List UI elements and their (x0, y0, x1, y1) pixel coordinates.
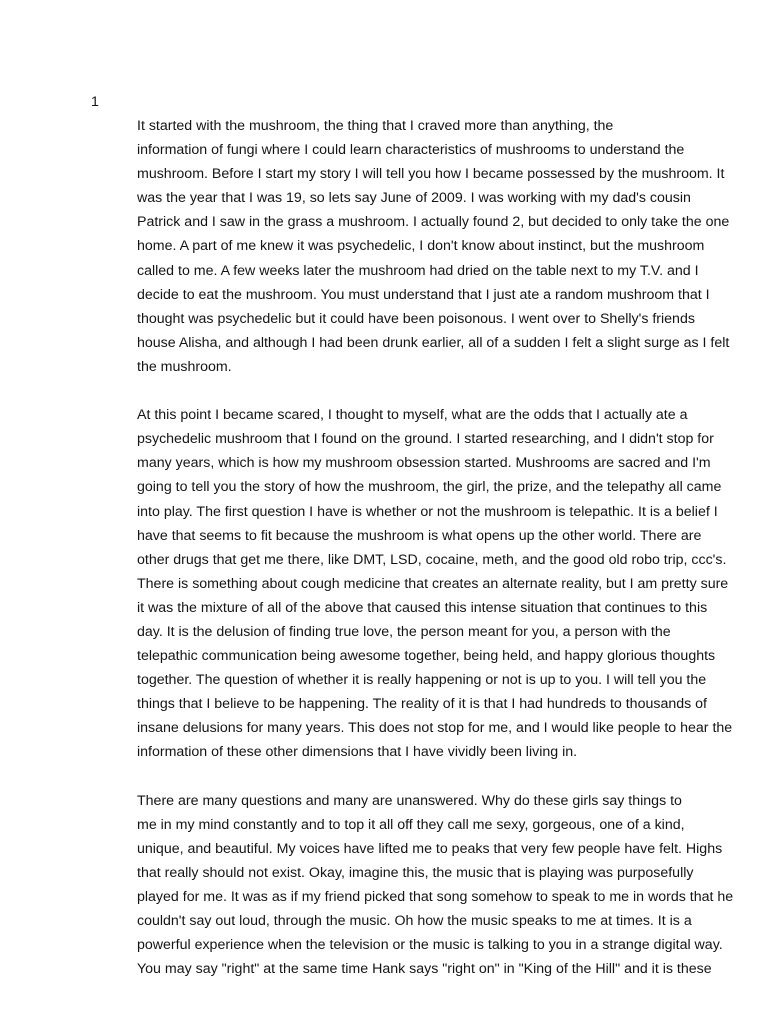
text-line: mushroom. Before I start my story I will tell you how I became possessed by the mushroom. It (137, 166, 725, 183)
text-line: There are many questions and many are unanswered. Why do these girls say things to (137, 792, 682, 809)
text-line: called to me. A few weeks later the mushroom had dried on the table next to my T.V. and I (137, 262, 699, 279)
text-line: things that I believe to be happening. The reality of it is that I had hundreds to thousands of (137, 696, 707, 713)
text-line: information of fungi where I could learn characteristics of mushrooms to understand the (137, 142, 685, 159)
text-line: decide to eat the mushroom. You must understand that I just ate a random mushroom that I (137, 286, 710, 303)
text-line: other drugs that get me there, like DMT, LSD, cocaine, meth, and the good old robo trip, ccc's. (137, 551, 727, 568)
text-line: together. The question of whether it is really happening or not is up to you. I will tell you the (137, 672, 707, 689)
paragraph-1 (91, 114, 730, 379)
text-line: home. A part of me knew it was psychedelic, I don't know about instinct, but the mushroom (137, 238, 705, 255)
text-line: have that seems to fit because the mushroom is what opens up the other world. There are (137, 527, 702, 544)
text-line: that really should not exist. Okay, imagine this, the music that is playing was purposefully (137, 864, 694, 881)
text-line: telepathic communication being awesome together, being held, and happy glorious thoughts (137, 648, 716, 665)
text-line: At this point I became scared, I thought to myself, what are the odds that I actually ate a (137, 407, 688, 424)
text-line: You may say "right" at the same time Hank says "right on" in "King of the Hill" and it is these (137, 961, 712, 978)
text-line: it was the mixture of all of the above that caused this intense situation that continues to this (137, 599, 708, 616)
text-line: thought was psychedelic but it could have been poisonous. I went over to Shelly's friends (137, 310, 695, 327)
text-line: was the year that I was 19, so lets say June of 2009. I was working with my dad's cousin (137, 190, 691, 207)
text-line: many years, which is how my mushroom obsession started. Mushrooms are sacred and I'm (137, 455, 711, 472)
text-line: couldn't say out loud, through the music. Oh how the music speaks to me at times. It is a (137, 913, 692, 930)
text-line: me in my mind constantly and to top it all off they call me sexy, gorgeous, one of a kind, (137, 816, 685, 833)
text-line: unique, and beautiful. My voices have lifted me to peaks that very few people have felt. Highs (137, 840, 723, 857)
paragraph-2 (91, 403, 733, 764)
text-line: the mushroom. (137, 358, 232, 375)
text-line: into play. The first question I have is whether or not the mushroom is telepathic. It is a belief I (137, 503, 718, 520)
text-line: It started with the mushroom, the thing that I craved more than anything, the (137, 118, 614, 134)
text-line: insane delusions for many years. This does not stop for me, and I would like people to hear the (137, 720, 733, 737)
text-line: played for me. It was as if my friend picked that song somehow to speak to me in words that he (137, 889, 734, 905)
body-text (91, 114, 734, 981)
page-number: 1 (91, 94, 99, 110)
text-line: Patrick and I saw in the grass a mushroom. I actually found 2, but decided to only take the one (137, 214, 730, 231)
text-line: going to tell you the story of how the mushroom, the girl, the prize, and the telepathy all came (137, 479, 722, 496)
text-line: day. It is the delusion of finding true love, the person meant for you, a person with the (137, 623, 671, 640)
text-line: house Alisha, and although I had been drunk earlier, all of a sudden I felt a slight surge as I felt (137, 334, 730, 351)
text-line: There is something about cough medicine that creates an alternate reality, but I am pretty sure (137, 575, 729, 592)
text-line: powerful experience when the television or the music is talking to you in a strange digital way. (137, 937, 723, 954)
text-line: information of these other dimensions that I have vividly been living in. (137, 744, 578, 761)
paragraph-3 (91, 789, 734, 982)
text-line: psychedelic mushroom that I found on the ground. I started researching, and I didn't stop for (137, 431, 714, 448)
